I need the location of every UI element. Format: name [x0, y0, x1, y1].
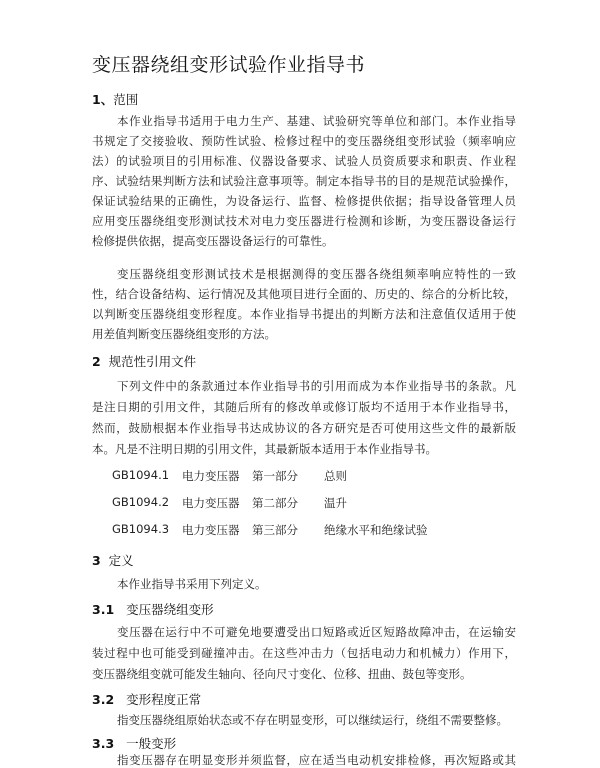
- section-2-title: 规范性引用文件: [108, 354, 197, 369]
- s2-p1-line-4: 本。凡是不注明日期的引用文件，其最新版本适用于本作业指导书。: [92, 442, 437, 456]
- s1-p1-line-7: 检修提供依据，提高变压器设备运行的可靠性。: [92, 234, 334, 248]
- s1-p2-line-3: 以判断变压器绕组变形程度。本作业指导书提出的判断方法和注意值仅适用于使: [92, 307, 516, 321]
- section-2-heading: [92, 352, 196, 370]
- standard-part: 第一部分: [252, 469, 298, 483]
- s1-p2-line-2: 性，结合设备结构、运行情况及其他项目进行全面的、历史的、综合的分析比较，: [92, 287, 516, 301]
- def-3-3-number: 3.3: [92, 736, 115, 751]
- s2-p1-line-2: 是注日期的引用文件，其随后所有的修改单或修订版均不适用于本作业指导书，: [92, 400, 516, 414]
- def-3-1-title: 变压器绕组变形: [126, 602, 214, 617]
- section-1-title: 范围: [113, 92, 139, 107]
- def-3-1-heading: [92, 600, 214, 618]
- section-2-number: 2: [92, 354, 101, 369]
- standard-part: 第三部分: [252, 523, 298, 537]
- def-3-1-line-2: 装过程中也可能受到碰撞冲击。在这些冲击力（包括电动力和机械力）作用下，: [92, 646, 516, 660]
- def-3-2-heading: [92, 690, 201, 708]
- standard-part: 第二部分: [252, 496, 298, 510]
- def-3-2-title: 变形程度正常: [126, 692, 202, 707]
- section-1-number: 1、: [92, 92, 114, 107]
- section-3-heading: [92, 551, 134, 569]
- def-3-1-number: 3.1: [92, 602, 115, 617]
- s1-p1-line-2: 书规定了交接验收、预防性试验、检修过程中的变压器绕组变形试验（频率响应: [92, 134, 516, 148]
- s2-p1-line-1: 下列文件中的条款通过本作业指导书的引用而成为本作业指导书的条款。凡: [117, 379, 516, 393]
- s1-p1-line-5: 保证试验结果的正确性，为设备运行、监督、检修提供依据；指导设备管理人员: [92, 194, 516, 208]
- s1-p1-line-4: 序、试验结果判断方法和试验注意事项等。制定本指导书的目的是规范试验操作，: [92, 174, 516, 188]
- standard-name: 电力变压器: [182, 469, 240, 483]
- s2-p1-line-3: 然而，鼓励根据本作业指导书达成协议的各方研究是否可使用这些文件的最新版: [92, 421, 516, 435]
- standard-desc: 温升: [324, 496, 347, 510]
- s1-p1-line-3: 法）的试验项目的引用标准、仪器设备要求、试验人员资质要求和职责、作业程: [92, 154, 516, 168]
- def-3-2-number: 3.2: [92, 692, 115, 707]
- section-1-heading: [92, 90, 138, 108]
- s1-p2-line-1: 变压器绕组变形测试技术是根据测得的变压器各绕组频率响应特性的一致: [117, 267, 516, 281]
- def-3-3-line-1: 指变压器存在明显变形并须监督，应在适当电动机安排检修，再次短路或其: [117, 753, 516, 767]
- def-3-1-line-3: 变压器绕组变就可能发生轴向、径向尺寸变化、位移、扭曲、鼓包等变形。: [92, 667, 472, 681]
- s1-p1-line-6: 应用变压器绕组变形测试技术对电力变压器进行检测和诊断，为变压器设备运行: [92, 214, 516, 228]
- section-3-title: 定义: [108, 553, 134, 568]
- document-title: 变压器绕组变形试验作业指导书: [92, 54, 366, 76]
- standard-desc: 绝缘水平和绝缘试验: [324, 523, 428, 537]
- s3-intro: 本作业指导书采用下列定义。: [117, 577, 267, 591]
- def-3-3-title: 一般变形: [126, 736, 177, 751]
- s1-p1-line-1: 本作业指导书适用于电力生产、基建、试验研究等单位和部门。本作业指导: [117, 114, 516, 128]
- standard-name: 电力变压器: [182, 523, 240, 537]
- standard-desc: 总则: [324, 469, 347, 483]
- def-3-1-line-1: 变压器在运行中不可避免地要遭受出口短路或近区短路故障冲击，在运输安: [117, 625, 516, 639]
- standard-code: GB1094.2: [112, 495, 170, 509]
- standard-code: GB1094.1: [112, 468, 170, 482]
- standard-name: 电力变压器: [182, 496, 240, 510]
- s1-p2-line-4: 用差值判断变压器绕组变形的方法。: [92, 327, 276, 341]
- def-3-3-heading: [92, 734, 176, 752]
- standard-code: GB1094.3: [112, 522, 170, 536]
- def-3-2-line-1: 指变压器绕组原始状态或不存在明显变形，可以继续运行，绕组不需要整修。: [117, 713, 508, 727]
- section-3-number: 3: [92, 553, 101, 568]
